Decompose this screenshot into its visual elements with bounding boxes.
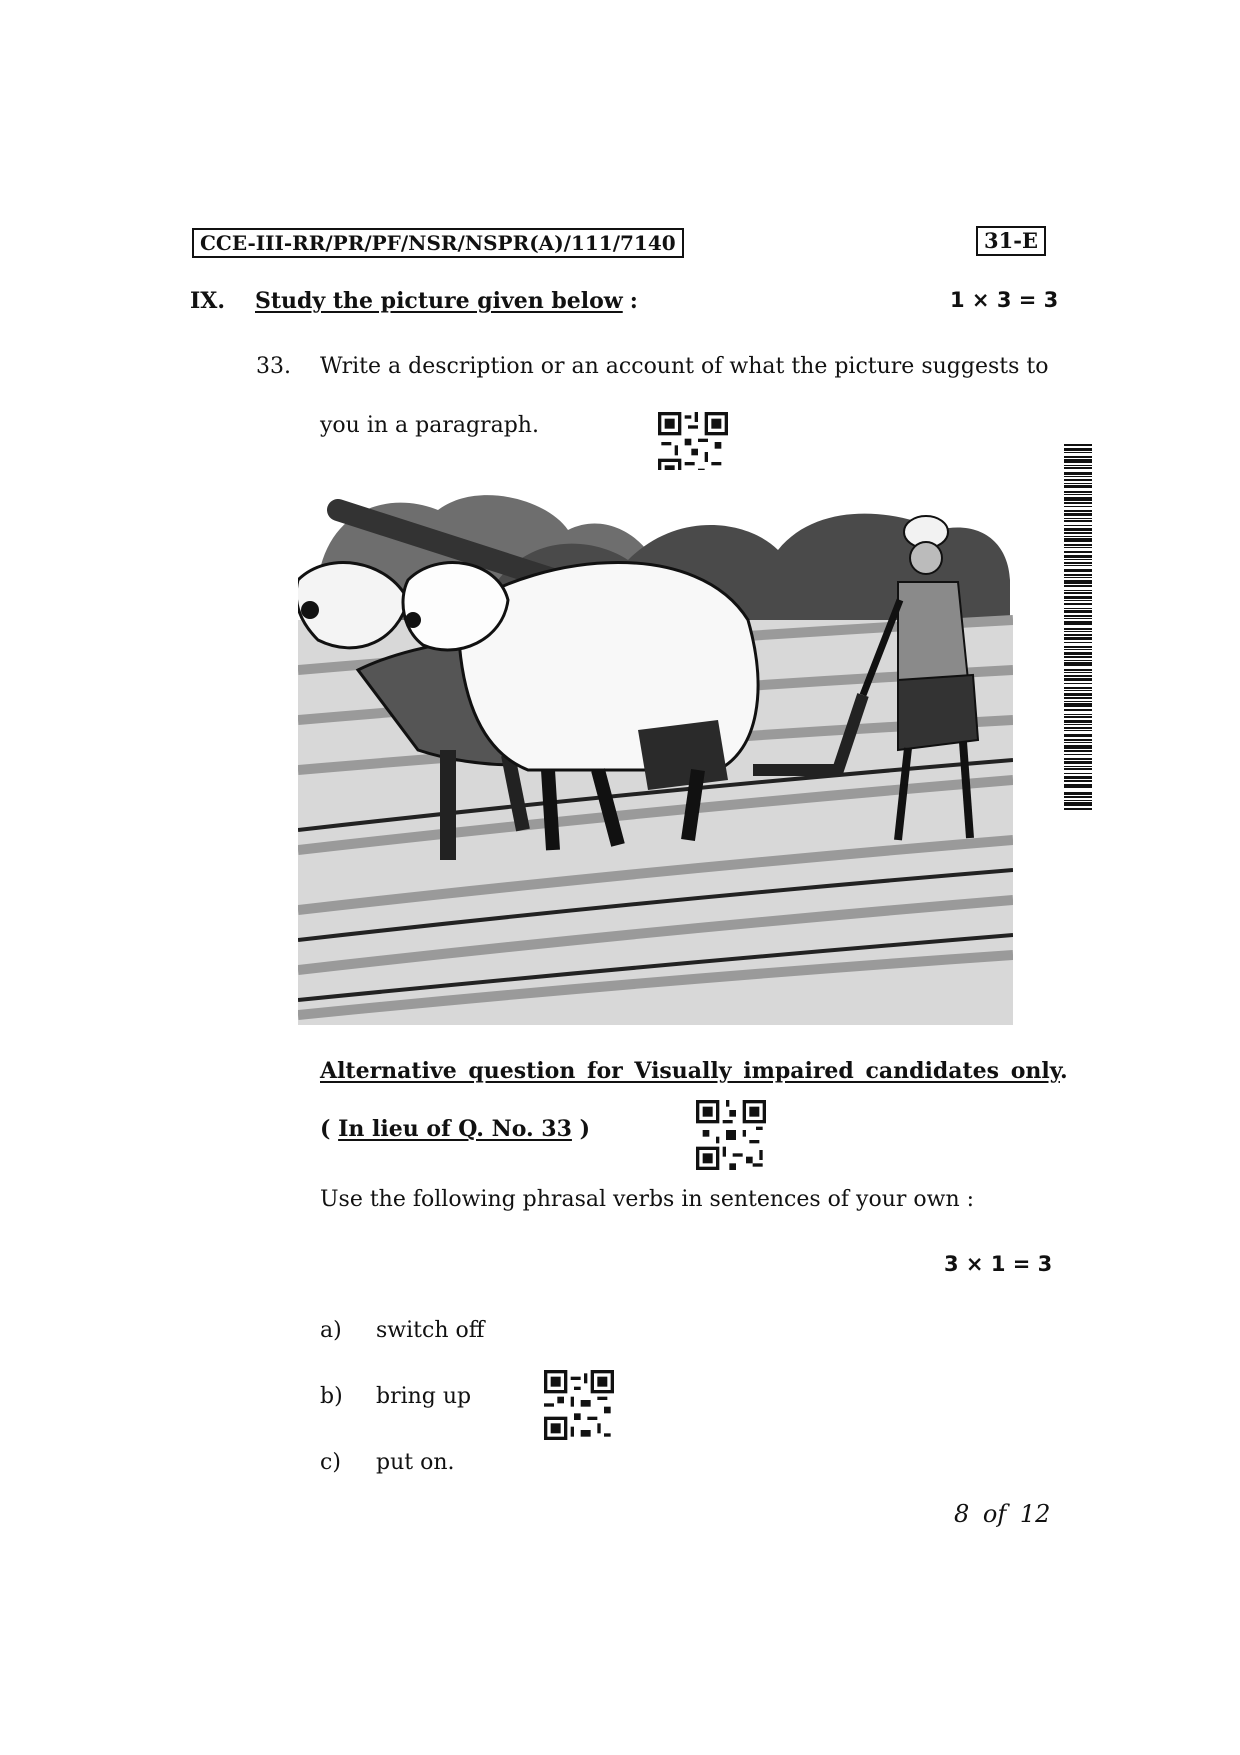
qr-code-icon xyxy=(696,1100,766,1170)
section-marks: 1 × 3 = 3 xyxy=(950,288,1059,312)
qr-code-icon xyxy=(544,1370,614,1440)
alternative-heading-text: Alternative question for Visually impaired candidates only xyxy=(320,1058,1060,1084)
item-text: bring up xyxy=(376,1384,472,1409)
alternative-marks: 3 × 1 = 3 xyxy=(944,1252,1053,1276)
item-text: switch off xyxy=(376,1318,485,1343)
barcode-icon xyxy=(1064,444,1092,866)
question-line1: Write a description or an account of what the picture suggests to xyxy=(320,354,1049,379)
question-number: 33. xyxy=(256,354,291,379)
item-text: put on. xyxy=(376,1450,455,1475)
paper-code: 31-E xyxy=(976,226,1046,256)
in-lieu-open: ( xyxy=(320,1116,331,1142)
in-lieu-text: In lieu of Q. No. 33 xyxy=(338,1116,572,1142)
item-label: a) xyxy=(320,1318,342,1343)
section-heading xyxy=(255,288,638,314)
section-title: Study the picture given below xyxy=(255,288,623,314)
alternative-heading-period: . xyxy=(1060,1058,1068,1084)
item-label: c) xyxy=(320,1450,341,1475)
in-lieu-close: ) xyxy=(579,1116,591,1142)
section-colon: : xyxy=(629,288,638,314)
in-lieu-note xyxy=(320,1116,590,1142)
section-number: IX. xyxy=(190,288,226,314)
item-label: b) xyxy=(320,1384,343,1409)
alternative-instruction: Use the following phrasal verbs in sentences of your own : xyxy=(320,1187,975,1212)
ploughing-illustration xyxy=(298,470,1013,1025)
exam-code: CCE-III-RR/PR/PF/NSR/NSPR(A)/111/7140 xyxy=(192,228,684,258)
question-line2: you in a paragraph. xyxy=(320,413,539,438)
page-number: 8 of 12 xyxy=(954,1500,1051,1528)
alternative-heading xyxy=(320,1058,1068,1084)
